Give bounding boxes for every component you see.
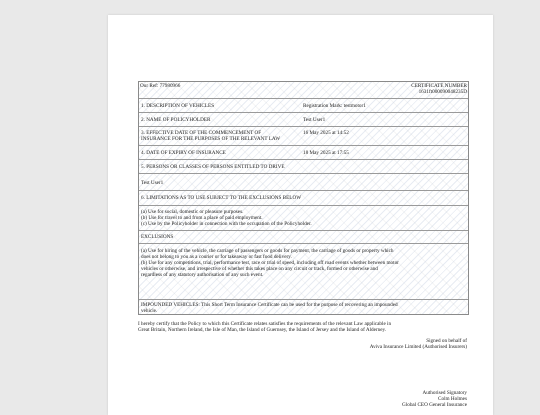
divider	[139, 190, 468, 191]
signed-on-behalf: Signed on behalf of	[426, 338, 467, 344]
row-value: Test User1	[303, 117, 326, 123]
divider	[139, 230, 468, 231]
signatory-title: Global CEO General Insurance	[402, 402, 467, 408]
row-label: 2. NAME OF POLICYHOLDER	[141, 117, 211, 123]
signatory-name: Colm Holmes	[438, 396, 467, 402]
exclusion-line: (b) Use for any competitions, trial, performance test, race or trial of speed, including off road events whether between motor	[141, 260, 399, 266]
divider	[139, 126, 468, 127]
certificate-number-label: CERTIFICATE NUMBER	[411, 83, 467, 89]
insurer-name: Aviva Insurance Limited (Authorised Insurers)	[369, 344, 467, 350]
exclusion-line: vehicles or otherwise, and irrespective of whether this takes place on any circuit or track, formed or otherwise and	[141, 266, 378, 272]
certificate-number: 1631ft000090048235D	[418, 89, 467, 95]
divider	[139, 205, 468, 206]
row-label-continued: INSURANCE FOR THE PURPOSES OF THE RELEVANT LAW	[141, 136, 281, 142]
exclusion-line: regardless of any statutory authorisation of any such event.	[141, 272, 264, 278]
exclusion-line: does not belong to you as a courier or for takeaway or fast food delivery.	[141, 254, 292, 260]
row-value: Registration Mark: testmotor1	[303, 103, 366, 109]
impounded-line: IMPOUNDED VEHICLES: This Short Term Insurance Certificate can be used for the purpose of recovering an impounded	[141, 302, 398, 308]
row-label: 3. EFFECTIVE DATE OF THE COMMENCEMENT OF	[141, 130, 262, 136]
exclusions-heading: EXCLUSIONS	[141, 234, 174, 240]
divider	[139, 112, 468, 113]
certificate-box	[138, 81, 469, 315]
divider	[139, 159, 468, 160]
certify-line: I hereby certify that the Policy to which this Certificate relates satisfies the requirements of the relevant Law applicable in	[138, 321, 392, 327]
signatory-role: Authorised Signatory	[422, 390, 467, 396]
section5-value: Test User1	[141, 180, 164, 186]
row-label: 4. DATE OF EXPIRY OF INSURANCE	[141, 150, 226, 156]
divider	[139, 173, 468, 174]
divider	[139, 299, 468, 300]
row-value: 18 May 2025 at 17:55	[303, 150, 349, 156]
section6-heading: 6. LIMITATIONS AS TO USE SUBJECT TO THE EXCLUSIONS BELOW	[141, 195, 302, 201]
divider	[139, 145, 468, 146]
certificate-number-block	[411, 83, 467, 95]
certify-line: Great Britain, Northern Ireland, the Isle of Man, the Island of Guernsey, the Island of Jersey and the Island of Alderney.	[138, 327, 387, 333]
limitation-line: (c) Use by the Policyholder in connection with the occupation of the Policyholder.	[141, 221, 312, 227]
exclusion-line: (a) Use for hiring of the vehicle, the carriage of passengers or goods for payment, the carriage of goods or property which	[141, 248, 394, 254]
row-label: 1. DESCRIPTION OF VEHICLES	[141, 103, 215, 109]
limitation-line: (b) Use for travel to and from a place of paid employment.	[141, 215, 263, 221]
row-value: 16 May 2025 at 14:52	[303, 130, 349, 136]
divider	[139, 98, 468, 99]
our-ref: Our Ref: 77980966	[140, 83, 181, 89]
impounded-line: vehicle.	[141, 308, 158, 314]
divider	[139, 243, 468, 244]
section5-heading: 5. PERSONS OR CLASSES OF PERSONS ENTITLED TO DRIVE	[141, 164, 285, 170]
limitation-line: (a) Use for social, domestic or pleasure purposes.	[141, 209, 244, 215]
